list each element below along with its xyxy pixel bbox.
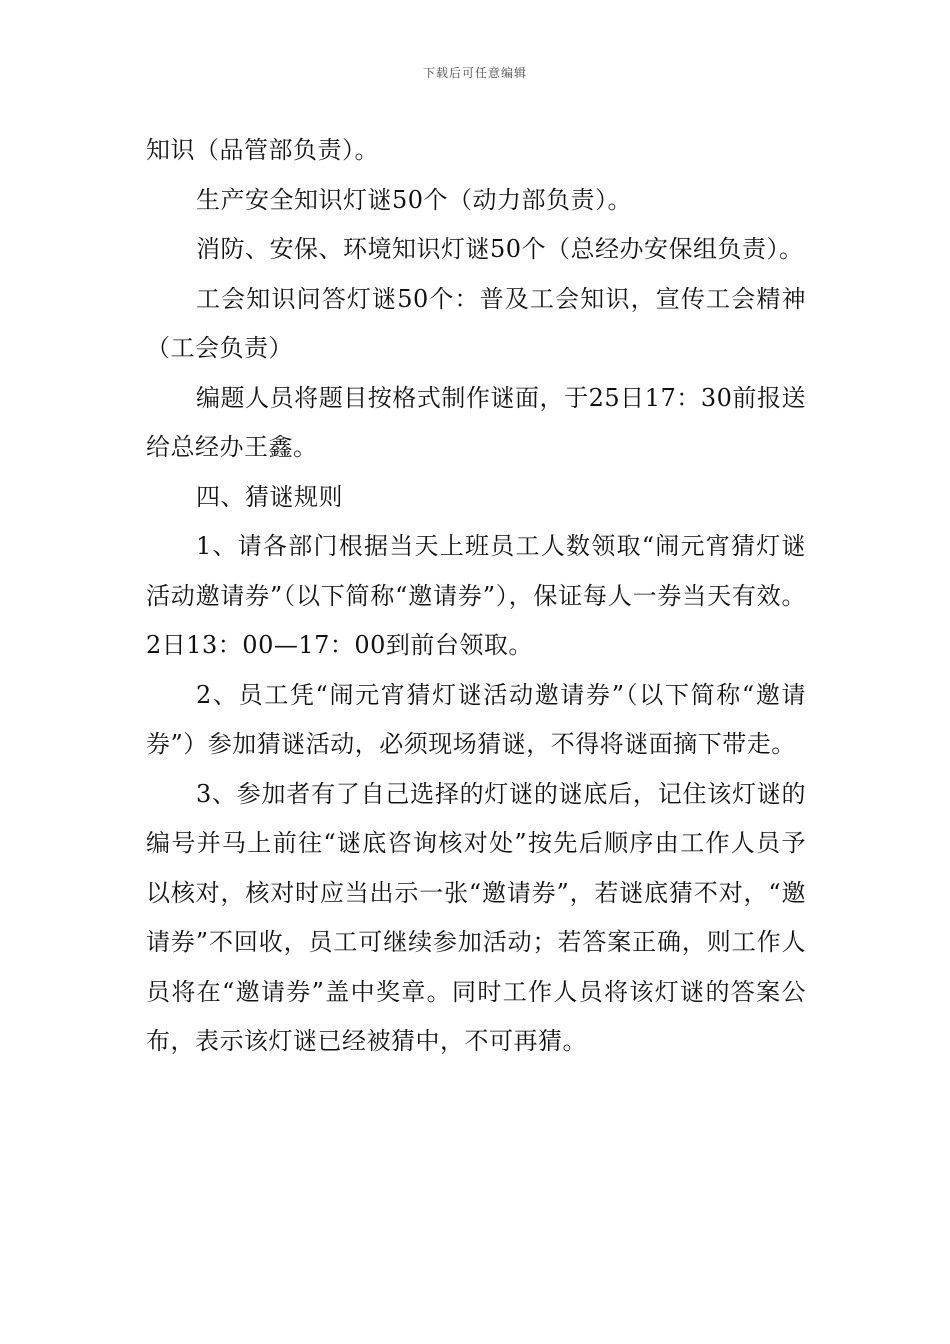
paragraph-5: 编题人员将题目按格式制作谜面，于25日17：30前报送给总经办王鑫。 [146,383,806,461]
paragraph-1: 知识（品管部负责）。 [146,136,379,164]
paragraph-3: 消防、安保、环境知识灯谜50个（总经办安保组负责）。 [196,235,804,263]
paragraph-2: 生产安全知识灯谜50个（动力部负责）。 [196,185,633,214]
rule-3: 3、参加者有了自己选择的灯谜的谜底后，记住该灯谜的编号并马上前往“谜底咨询核对处”按先后顺序由工作人员予以核对，核对时应当出示一张“邀请券”，若谜底猜不对，“邀请券”不回收，员工可继续参加活动；若答案正确，则工作人员将在“邀请券”盖中奖章。同时工作人员将该灯谜的答案公布，表示该灯谜已经被猜中，不可再猜。 [146,779,806,1055]
rule-2: 2、员工凭“闹元宵猜灯谜活动邀请券”（以下简称“邀请券”）参加猜谜活动，必须现场猜谜，不得将谜面摘下带走。 [146,680,806,758]
page-header: 下载后可任意编辑 [422,66,527,80]
paragraph-4: 工会知识问答灯谜50个：普及工会知识，宣传工会精神（工会负责） [146,284,806,362]
rule-1: 1、请各部门根据当天上班员工人数领取“闹元宵猜灯谜活动邀请券”（以下简称“邀请券”），保证每人一券当天有效。2日13：00—17：00到前台领取。 [146,532,806,659]
section-heading: 四、猜谜规则 [196,482,343,511]
document-body [146,126,806,1067]
